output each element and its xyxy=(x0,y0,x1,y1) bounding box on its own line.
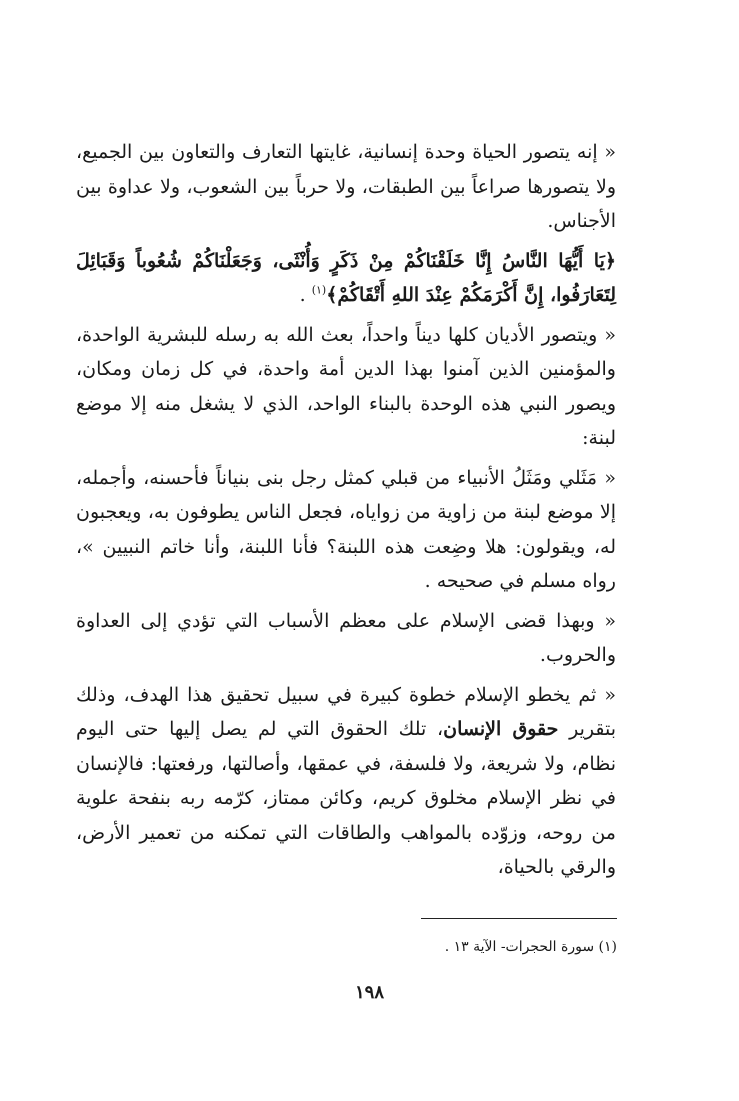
verse-tail: . xyxy=(299,284,312,306)
quran-verse-paragraph xyxy=(76,244,616,313)
page-number: ١٩٨ xyxy=(354,982,384,1003)
paragraph-text: « ويتصور الأديان كلها ديناً واحداً، بعث الله به رسله للبشرية الواحدة، والمؤمنين الذين آمنوا بهذا الدين أمة واحدة، في كل زمان ومكان، ويصور النبي هذه الوحدة بالبناء الواحد، الذي لا يشغل منه إلا موضع لبنة: xyxy=(76,323,616,449)
paragraph-text-before: « ثم يخطو الإسلام خطوة كبيرة في سبيل تحقيق هذا الهدف، وذلك بتقرير xyxy=(76,683,617,740)
paragraph-text: « مَثَلي ومَثَلُ الأنبياء من قبلي كمثل رجل بنى بنياناً فأحسنه، وأجمله، إلا موضع لبنة من زاوية من زواياه، فجعل الناس يطوفون به، ويعجبون له، ويقولون: هلا وضِعت هذه اللبنة؟ فأنا اللبنة، وأنا خاتم النبيين »، رواه مسلم في صحيحه . xyxy=(76,466,616,592)
paragraph-text-after: ، تلك الحقوق التي لم يصل إليها حتى اليوم نظام، ولا شريعة، ولا فلسفة، في عمقها، وأصالتها، ورفعتها: فالإنسان في نظر الإسلام مخلوق كريم، وكائن ممتاز، كرّمه ربه بنفحة علوية من روحه، وزوّده بالمواهب والطاقات التي تمكنه من تعمير الأرض، والرقي بالحياة، xyxy=(76,718,616,878)
human-rights-emphasis: حقوق الإنسان xyxy=(443,718,559,740)
footnote-reference: (١) xyxy=(311,283,327,297)
paragraph-human-rights xyxy=(76,678,616,885)
paragraph-text: « وبهذا قضى الإسلام على معظم الأسباب التي تؤدي إلى العداوة والحروب. xyxy=(76,609,616,666)
quran-verse: ﴿يَا أَيُّهَا النَّاسُ إِنَّا خَلَقْنَاكُمْ مِنْ ذَكَرٍ وَأُنْثَى، وَجَعَلْنَاكُمْ شُعُوباً وَقَبَائِلَ لِتَعَارَفُوا، إِنَّ أَكْرَمَكُمْ عِنْدَ اللهِ أَتْقَاكُمْ﴾ xyxy=(76,249,616,306)
paragraph-unity-of-religions xyxy=(76,318,616,456)
paragraph-end-of-hostility xyxy=(76,604,616,673)
hadith-paragraph xyxy=(76,461,616,599)
footnote-divider xyxy=(421,918,617,919)
footnote: (١) سورة الحجرات- الآية ١٣ . xyxy=(444,939,617,955)
paragraph-text: « إنه يتصور الحياة وحدة إنسانية، غايتها التعارف والتعاون بين الجميع، ولا يتصورها صراعاً بين الطبقات، ولا حرباً بين الشعوب، ولا عداوة بين الأجناس. xyxy=(76,141,616,232)
paragraph-unity-of-life xyxy=(76,135,616,239)
page-body xyxy=(76,135,616,885)
